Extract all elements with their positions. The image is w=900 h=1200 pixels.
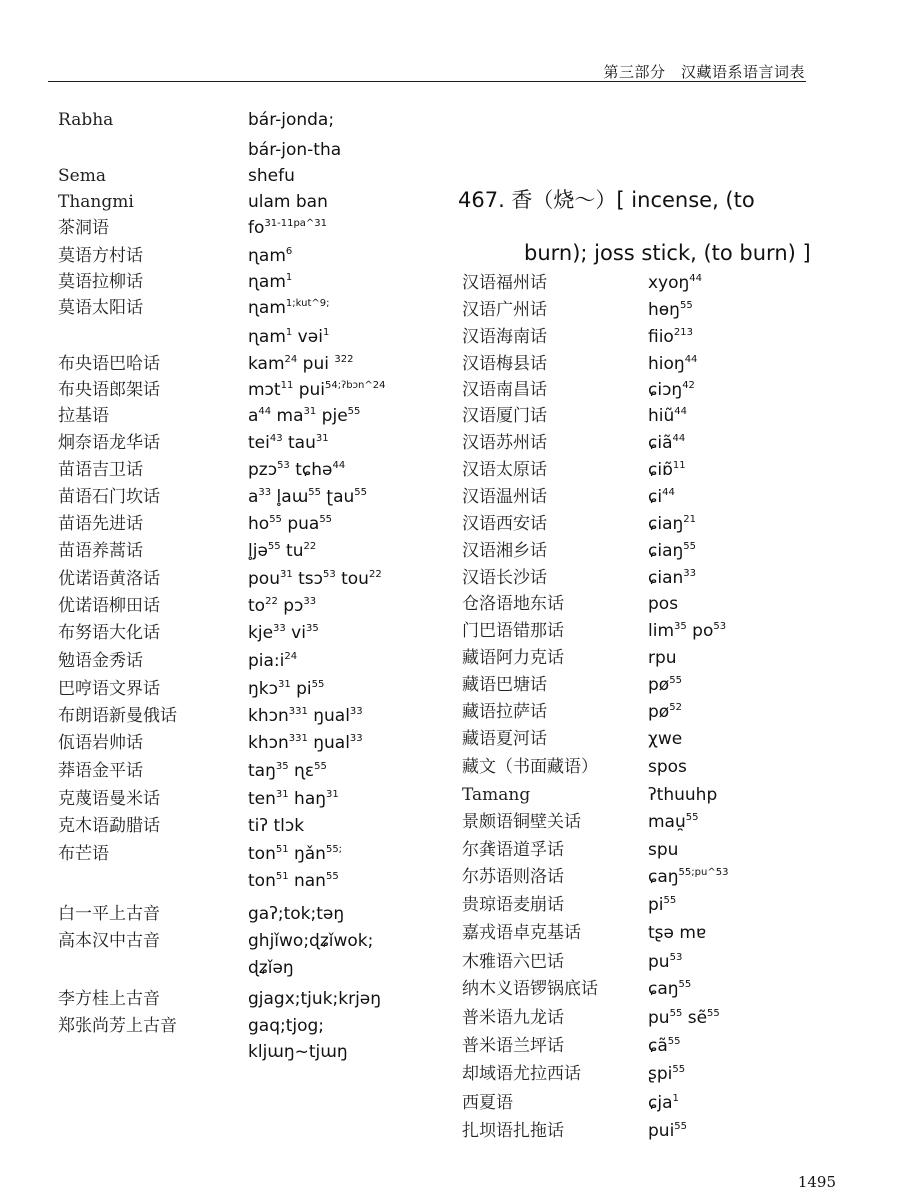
word-form: $a^{33}$ l̥aɯ$^{55}$ ʈau$^{55}$ [248, 487, 367, 507]
language-name: 普米语兰坪话 [462, 1036, 564, 1056]
word-form: $pia:i^{24}$ [248, 651, 298, 671]
language-name: 郑张尚芳上古音 [58, 1016, 177, 1036]
language-name: 苗语石门坎话 [58, 487, 160, 507]
word-form: $pu^{53}$ [648, 952, 683, 972]
word-form: $\lim^{35} po^{53}$ [648, 621, 727, 641]
word-form: gaq;tjog; [248, 1016, 325, 1036]
word-form: ulam ban [248, 192, 328, 212]
word-form: pzɔ$^{53}$ tɕhə$^{44}$ [248, 460, 346, 480]
language-name: 汉语湘乡话 [462, 541, 547, 561]
language-name: 却域语尤拉西话 [462, 1064, 581, 1084]
word-form: xyoŋ$^{44}$ [648, 273, 703, 293]
word-form: khɔn$^{331}$ ŋual$^{33}$ [248, 733, 363, 753]
language-name: 仓洛语地东话 [462, 594, 564, 614]
word-form: ɕi$^{44}$ [648, 487, 675, 507]
word-form: $pø^{52}$ [648, 702, 682, 722]
word-form: kje$^{33}$ $vi^{35}$ [248, 623, 319, 643]
word-form: χwe [648, 729, 683, 749]
word-form: $a^{44}$ $ma^{31}$ pje$^{55}$ [248, 406, 361, 426]
word-form: tʂə mɐ [648, 923, 707, 943]
word-form: ɳam$^{1;kut\^{}9;}$ [248, 298, 330, 318]
language-name: Sema [58, 166, 106, 186]
language-name: 汉语长沙话 [462, 568, 547, 588]
language-name: Tamang [462, 785, 531, 805]
word-form: $pu^{55}$ sẽ$^{55}$ [648, 1008, 720, 1028]
language-name: Thangmi [58, 192, 134, 212]
word-form: bár-jon-tha [248, 140, 342, 160]
word-form: kam$^{24}$ pui $^{322}$ [248, 354, 354, 374]
language-name: 汉语太原话 [462, 460, 547, 480]
language-name: 藏语拉萨话 [462, 702, 547, 722]
word-form: ɳam$^1$ vəi$^1$ [248, 327, 330, 347]
language-name: 纳木义语锣锅底话 [462, 979, 598, 999]
language-name: 优诺语黄洛话 [58, 569, 160, 589]
language-name: 苗语先进话 [58, 514, 143, 534]
language-name: 门巴语错那话 [462, 621, 564, 641]
language-name: 尔龚语道孚话 [462, 840, 564, 860]
language-name: 木雅语六巴话 [462, 952, 564, 972]
word-form: ɕiaŋ$^{21}$ [648, 514, 696, 534]
language-name: 布央语郎架话 [58, 380, 160, 400]
language-name: 扎坝语扎拖话 [462, 1121, 564, 1141]
word-form: spu [648, 840, 679, 860]
word-form: tei$^{43}$ tau$^{31}$ [248, 433, 329, 453]
language-name: 汉语海南话 [462, 327, 547, 347]
language-name: 汉语温州话 [462, 487, 547, 507]
language-name: 汉语南昌话 [462, 380, 547, 400]
entry-heading [458, 174, 838, 280]
word-form: ɕiã$^{44}$ [648, 433, 686, 453]
language-name: 汉语厦门话 [462, 406, 547, 426]
word-form: ten$^{31}$ haŋ$^{31}$ [248, 789, 339, 809]
language-name: 李方桂上古音 [58, 989, 160, 1009]
word-form: taŋ$^{35}$ ɳɛ$^{55}$ [248, 761, 327, 781]
word-form: ghjǐwo;ɖʑǐwok; [248, 931, 374, 951]
language-name: 巴哼语文界话 [58, 679, 160, 699]
language-name: 藏语巴塘话 [462, 675, 547, 695]
language-name: 高本汉中古音 [58, 931, 160, 951]
language-name: 白一平上古音 [58, 904, 160, 924]
language-name: 克蔑语曼米话 [58, 789, 160, 809]
word-form: pos [648, 594, 679, 614]
language-name: 汉语广州话 [462, 300, 547, 320]
word-form: hioŋ$^{44}$ [648, 354, 698, 374]
word-form: ton$^{51}$ nan$^{55}$ [248, 871, 339, 891]
language-name: 汉语梅县话 [462, 354, 547, 374]
language-name: 汉语苏州话 [462, 433, 547, 453]
word-form: mɔt$^{11}$ pui$^{54;ʔbɔn\^{}24}$ [248, 380, 386, 400]
language-name: 拉基语 [58, 406, 109, 426]
word-form: l̥jə$^{55}$ $tu^{22}$ [248, 541, 317, 561]
word-form: $pø^{55}$ [648, 675, 682, 695]
word-form: gaʔ;tok;təŋ [248, 904, 345, 924]
word-form: ɕiaŋ$^{55}$ [648, 541, 696, 561]
word-form: ʂpi$^{55}$ [648, 1064, 686, 1084]
language-name: 嘉戎语卓克基话 [462, 923, 581, 943]
language-name: 莫语太阳话 [58, 298, 143, 318]
word-form: ɕaŋ$^{55}$ [648, 979, 692, 999]
language-name: 克木语勐腊话 [58, 816, 160, 836]
word-form: shefu [248, 166, 295, 186]
word-form: ɖʑǐəŋ [248, 958, 294, 978]
word-form: pui$^{55}$ [648, 1121, 688, 1141]
word-form: kljɯŋ~tjɯŋ [248, 1042, 348, 1062]
language-name: 藏文（书面藏语） [462, 757, 598, 777]
language-name: 莫语拉柳话 [58, 272, 143, 292]
language-name: 贵琼语麦崩话 [462, 895, 564, 915]
word-form: ʔthuuhp [648, 785, 718, 805]
word-form: spos [648, 757, 687, 777]
word-form: mau̯$^{55}$ [648, 812, 699, 832]
language-name: 普米语九龙话 [462, 1008, 564, 1028]
language-name: 布芒语 [58, 844, 109, 864]
language-name: 布朗语新曼俄话 [58, 706, 177, 726]
entry-heading-line1: 467. 香（烧～）[ incense, (to [458, 188, 755, 212]
language-name: 布努语大化话 [58, 623, 160, 643]
language-name: 汉语西安话 [462, 514, 547, 534]
word-form: ŋkɔ$^{31}$ $pi^{55}$ [248, 679, 325, 699]
word-form: fiio$^{213}$ [648, 327, 693, 347]
word-form: tiʔ tlɔk [248, 816, 305, 836]
language-name: 莽语金平话 [58, 761, 143, 781]
word-form: pou$^{31}$ tsɔ$^{53}$ tou$^{22}$ [248, 569, 382, 589]
word-form: $to^{22}$ pɔ$^{33}$ [248, 596, 317, 616]
language-name: 茶洞语 [58, 218, 109, 238]
language-name: 西夏语 [462, 1093, 513, 1113]
entry-heading-line2: burn); joss stick, (to burn) ] [524, 241, 811, 265]
word-form: hɵŋ$^{55}$ [648, 300, 693, 320]
language-name: 汉语福州话 [462, 273, 547, 293]
language-name: 佤语岩帅话 [58, 733, 143, 753]
language-name: 藏语阿力克话 [462, 648, 564, 668]
word-form: ɕja$^1$ [648, 1093, 679, 1113]
running-head: 第三部分 汉藏语系语言词表 [603, 63, 805, 81]
language-name: 尔苏语则洛话 [462, 867, 564, 887]
language-name: 优诺语柳田话 [58, 596, 160, 616]
word-form: ɳam$^1$ [248, 272, 293, 292]
word-form: $ho^{55}$ pua$^{55}$ [248, 514, 333, 534]
word-form: ton$^{51}$ ŋǎn$^{55;}$ [248, 844, 343, 864]
word-form: $pi^{55}$ [648, 895, 677, 915]
language-name: 藏语夏河话 [462, 729, 547, 749]
word-form: rpu [648, 648, 677, 668]
word-form: gjagx;tjuk;krjəŋ [248, 989, 382, 1009]
language-name: 炯奈语龙华话 [58, 433, 160, 453]
header-rule [48, 81, 806, 82]
word-form: ɕaŋ$^{55;pu\^{}53}$ [648, 867, 729, 887]
language-name: 莫语方村话 [58, 246, 143, 266]
word-form: ɕian$^{33}$ [648, 568, 696, 588]
language-name: 苗语吉卫话 [58, 460, 143, 480]
language-name: Rabha [58, 110, 114, 130]
word-form: ɕã$^{55}$ [648, 1036, 681, 1056]
word-form: ɕiɒ̃$^{11}$ [648, 460, 686, 480]
word-form: khɔn$^{331}$ ŋual$^{33}$ [248, 706, 363, 726]
language-name: 苗语养蒿话 [58, 541, 143, 561]
word-form: $fo^{31-11pa\^{}31}$ [248, 218, 328, 238]
page-number: 1495 [797, 1173, 836, 1191]
language-name: 勉语金秀话 [58, 651, 143, 671]
language-name: 布央语巴哈话 [58, 354, 160, 374]
word-form: ɕiɔŋ$^{42}$ [648, 380, 695, 400]
word-form: bár-jonda; [248, 110, 335, 130]
word-form: ɳam$^6$ [248, 246, 293, 266]
word-form: hiũ$^{44}$ [648, 406, 688, 426]
language-name: 景颇语铜壁关话 [462, 812, 581, 832]
